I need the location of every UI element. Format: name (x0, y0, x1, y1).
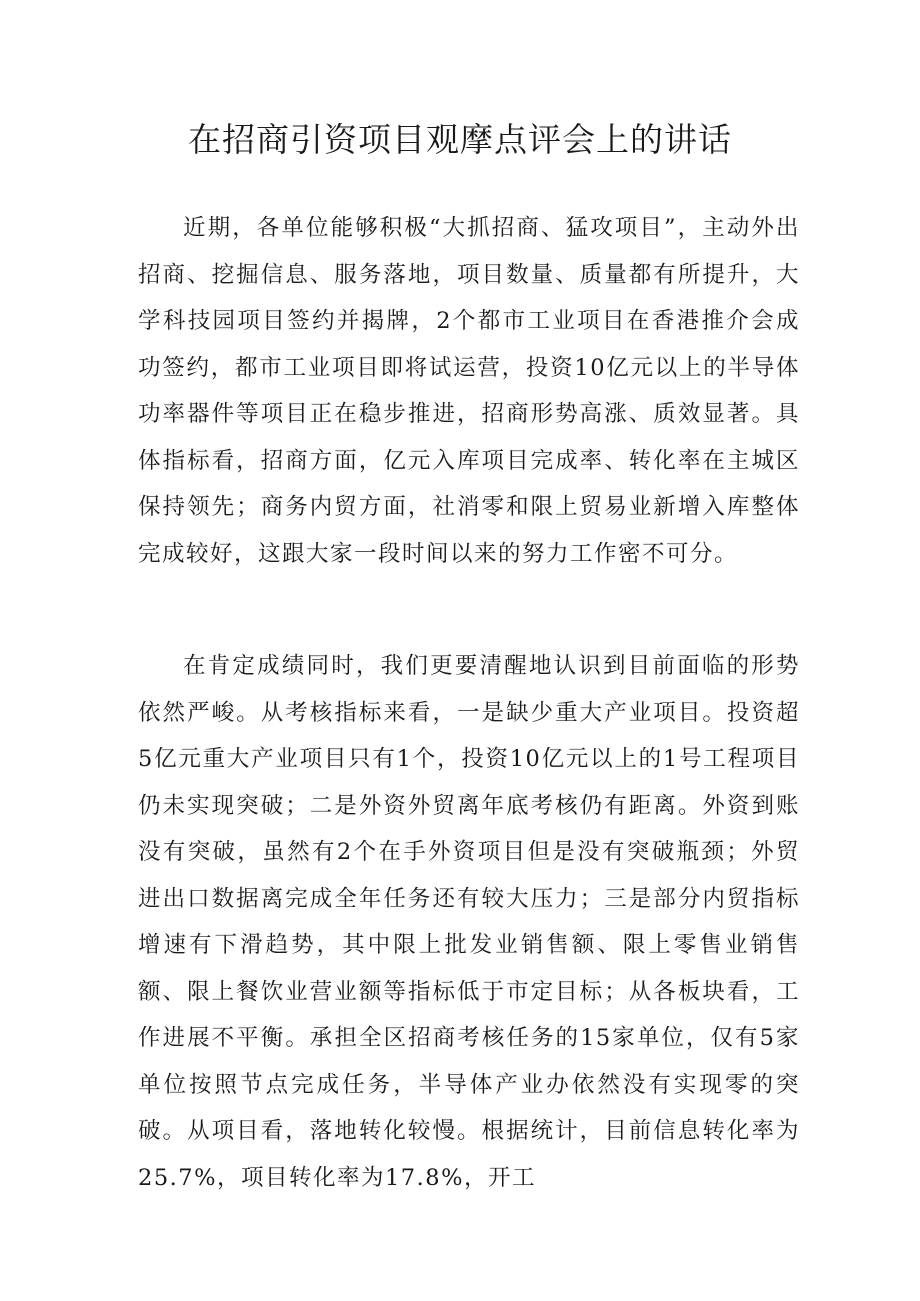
paragraph-challenges: 在肯定成绩同时，我们更要清醒地认识到目前面临的形势依然严峻。从考核指标来看，一是缺少重大产业项目。投资超5亿元重大产业项目只有1个，投资10亿元以上的1号工程项目仍未实现突破；二是外资外贸离年底考核仍有距离。外资到账没有突破，虽然有2个在手外资项目但是没有突破瓶颈；外贸进出口数据离完成全年任务还有较大压力；三是部分内贸指标增速有下滑趋势，其中限上批发业销售额、限上零售业销售额、限上餐饮业营业额等指标低于市定目标；从各板块看，工作进展不平衡。承担全区招商考核任务的15家单位，仅有5家单位按照节点完成任务，半导体产业办依然没有实现零的突破。从项目看，落地转化较慢。根据统计，目前信息转化率为25.7%，项目转化率为17.8%，开工 (138, 653, 800, 1191)
paragraph-achievements: 近期，各单位能够积极“大抓招商、猛攻项目”，主动外出招商、挖掘信息、服务落地，项目数量、质量都有所提升，大学科技园项目签约并揭牌，2个都市工业项目在香港推介会成功签约，都市工业项目即将试运营，投资10亿元以上的半导体功率器件等项目正在稳步推进，招商形势高涨、质效显著。具体指标看，招商方面，亿元入库项目完成率、转化率在主城区保持领先；商务内贸方面，社消零和限上贸易业新增入库整体完成较好，这跟大家一段时间以来的努力工作密不可分。 (138, 215, 800, 567)
document-title: 在招商引资项目观摩点评会上的讲话 (188, 120, 732, 159)
